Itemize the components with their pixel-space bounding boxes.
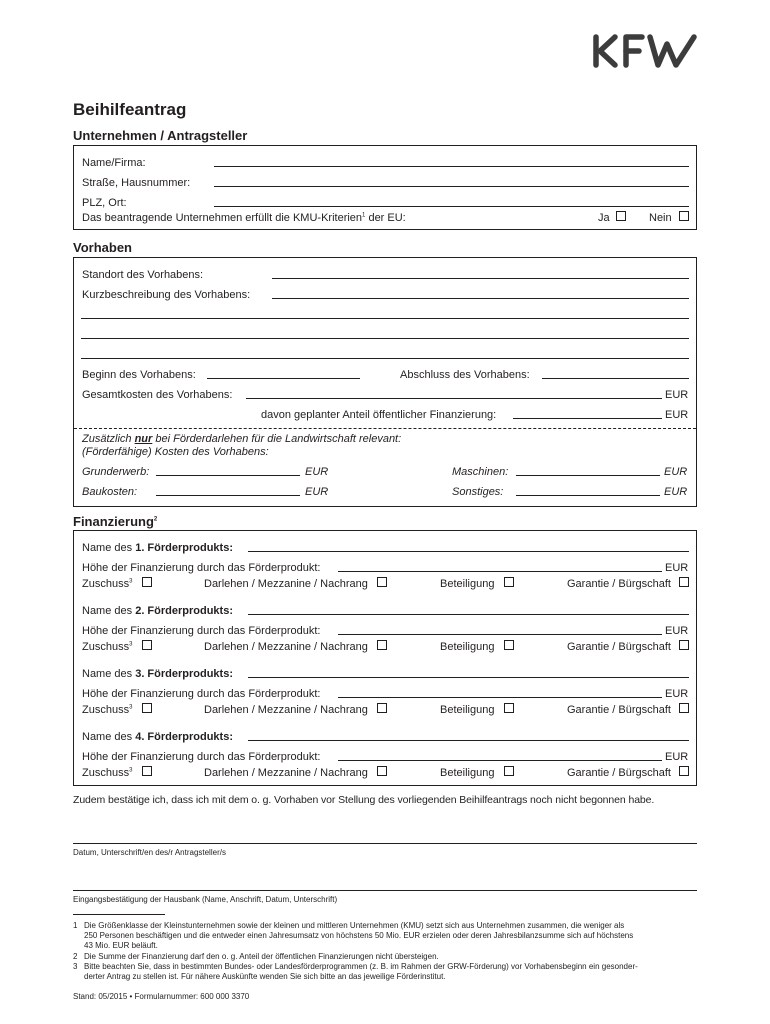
section-heading-project: Vorhaben	[73, 240, 132, 255]
description-line-3[interactable]	[81, 338, 689, 339]
kmu-no-label: Nein	[649, 212, 672, 224]
product-4-name-label: Name des 4. Förderprodukts:	[82, 731, 233, 743]
kfw-logo	[592, 34, 698, 68]
end-label: Abschluss des Vorhabens:	[400, 369, 530, 381]
total-currency: EUR	[665, 389, 689, 401]
description-line-4[interactable]	[81, 358, 689, 359]
agri-note: Zusätzlich nur bei Förderdarlehen für die Landwirtschaft relevant:	[82, 433, 402, 445]
form-footer: Stand: 05/2015 • Formularnummer: 600 000 3370	[73, 992, 250, 1001]
name-label: Name/Firma:	[82, 157, 146, 169]
product-4-grant-label: Zuschuss$^3$	[82, 767, 133, 779]
footnote-3-line-1: Bitte beachten Sie, dass in bestimmten Bundes- oder Landesförderprogrammen (z. B. im Rahmen der GRW-Förderung) vor Vorhabensbeginn ein gesonder-	[84, 962, 638, 971]
product-2-grant-checkbox[interactable]	[142, 640, 152, 650]
construction-currency: EUR	[305, 486, 329, 498]
product-1-loan-checkbox[interactable]	[377, 577, 387, 587]
product-4-loan-checkbox[interactable]	[377, 766, 387, 776]
product-1-amount-label: Höhe der Finanzierung durch das Förderprodukt:	[82, 562, 321, 574]
footnote-1-line-1: Die Größenklasse der Kleinstunternehmen sowie der kleinen und mittleren Unternehmen (KMU) setzt sich aus Unternehmen zusammen, die weniger als	[84, 921, 625, 930]
start-field[interactable]	[207, 378, 360, 379]
product-4-amount-label: Höhe der Finanzierung durch das Förderprodukt:	[82, 751, 321, 763]
product-3-guarantee-checkbox[interactable]	[679, 703, 689, 713]
product-1-name-label: Name des 1. Förderprodukts:	[82, 542, 233, 554]
product-1-name-field[interactable]	[248, 551, 689, 552]
product-2-equity-checkbox[interactable]	[504, 640, 514, 650]
product-2-amount-field[interactable]	[338, 634, 662, 635]
product-3-equity-label: Beteiligung	[440, 704, 495, 716]
location-label: Standort des Vorhabens:	[82, 269, 204, 281]
product-1-equity-checkbox[interactable]	[504, 577, 514, 587]
street-label: Straße, Hausnummer:	[82, 177, 191, 189]
product-3-grant-label: Zuschuss$^3$	[82, 704, 133, 716]
product-3-grant-checkbox[interactable]	[142, 703, 152, 713]
section-heading-financing: Finanzierung$^2$	[73, 514, 158, 529]
product-2-grant-label: Zuschuss$^3$	[82, 641, 133, 653]
signature-line[interactable]	[73, 843, 697, 844]
signature-label: Datum, Unterschrift/en des/r Antragsteller/s	[73, 848, 226, 857]
footnote-1-number: 1	[73, 921, 78, 930]
construction-label: Baukosten:	[82, 486, 138, 498]
kmu-yes-checkbox[interactable]	[616, 211, 626, 221]
applicant-box	[73, 145, 697, 230]
machines-label: Maschinen:	[452, 466, 509, 478]
product-3-amount-field[interactable]	[338, 697, 662, 698]
land-label: Grunderwerb:	[82, 466, 150, 478]
product-2-loan-label: Darlehen / Mezzanine / Nachrang	[204, 641, 368, 653]
other-field[interactable]	[516, 495, 660, 496]
product-4-loan-label: Darlehen / Mezzanine / Nachrang	[204, 767, 368, 779]
bank-confirmation-line[interactable]	[73, 890, 697, 891]
product-1-loan-label: Darlehen / Mezzanine / Nachrang	[204, 578, 368, 590]
description-field[interactable]	[272, 298, 689, 299]
footnote-3-number: 3	[73, 962, 78, 971]
city-label: PLZ, Ort:	[82, 197, 127, 209]
product-3-amount-label: Höhe der Finanzierung durch das Förderprodukt:	[82, 688, 321, 700]
machines-currency: EUR	[664, 466, 688, 478]
kmu-yes-label: Ja	[598, 212, 610, 224]
kmu-question: Das beantragende Unternehmen erfüllt die KMU-Kriterien$^1$ der EU:	[82, 212, 406, 224]
location-field[interactable]	[272, 278, 689, 279]
confirmation-text: Zudem bestätige ich, dass ich mit dem o. g. Vorhaben vor Stellung des vorliegenden Beihilfeantrags noch nicht begonnen habe.	[73, 794, 655, 806]
financing-box	[73, 530, 697, 786]
product-2-name-field[interactable]	[248, 614, 689, 615]
product-3-name-field[interactable]	[248, 677, 689, 678]
other-label: Sonstiges:	[452, 486, 504, 498]
name-field[interactable]	[214, 166, 689, 167]
other-currency: EUR	[664, 486, 688, 498]
product-3-loan-checkbox[interactable]	[377, 703, 387, 713]
product-2-name-label: Name des 2. Förderprodukts:	[82, 605, 233, 617]
description-line-2[interactable]	[81, 318, 689, 319]
product-4-currency: EUR	[665, 751, 689, 763]
start-label: Beginn des Vorhabens:	[82, 369, 196, 381]
product-1-equity-label: Beteiligung	[440, 578, 495, 590]
land-currency: EUR	[305, 466, 329, 478]
section-heading-applicant: Unternehmen / Antragsteller	[73, 128, 248, 143]
construction-field[interactable]	[156, 495, 300, 496]
dashed-divider	[74, 428, 696, 429]
product-4-grant-checkbox[interactable]	[142, 766, 152, 776]
product-4-guarantee-checkbox[interactable]	[679, 766, 689, 776]
footnote-separator	[73, 914, 165, 915]
kmu-no-checkbox[interactable]	[679, 211, 689, 221]
footnote-1-line-2: 250 Personen beschäftigen und die entweder einen Jahresumsatz von höchstens 50 Mio. EUR erzielen oder deren Jahresbilanzsumme sich auf höchstens	[84, 931, 634, 940]
product-1-currency: EUR	[665, 562, 689, 574]
bank-confirmation-label: Eingangsbestätigung der Hausbank (Name, Anschrift, Datum, Unterschrift)	[73, 895, 338, 904]
product-3-name-label: Name des 3. Förderprodukts:	[82, 668, 233, 680]
project-box	[73, 257, 697, 507]
agri-costs-label: (Förderfähige) Kosten des Vorhabens:	[82, 446, 269, 458]
product-1-grant-label: Zuschuss$^3$	[82, 578, 133, 590]
product-1-guarantee-label: Garantie / Bürgschaft	[567, 578, 671, 590]
public-share-label: davon geplanter Anteil öffentlicher Finanzierung:	[261, 409, 497, 421]
product-4-amount-field[interactable]	[338, 760, 662, 761]
product-1-amount-field[interactable]	[338, 571, 662, 572]
city-field[interactable]	[214, 206, 689, 207]
footnote-3-line-2: derter Antrag zu stellen ist. Für nähere Auskünfte wenden Sie sich bitte an das jeweilige Förderinstitut.	[84, 972, 446, 981]
product-2-equity-label: Beteiligung	[440, 641, 495, 653]
description-label: Kurzbeschreibung des Vorhabens:	[82, 289, 251, 301]
street-field[interactable]	[214, 186, 689, 187]
product-3-loan-label: Darlehen / Mezzanine / Nachrang	[204, 704, 368, 716]
total-field[interactable]	[246, 398, 662, 399]
footnote-2-line-1: Die Summe der Finanzierung darf den o. g. Anteil der öffentlichen Finanzierungen nicht übersteigen.	[84, 952, 439, 961]
page-title: Beihilfeantrag	[73, 100, 187, 119]
end-field[interactable]	[542, 378, 689, 379]
product-4-name-field[interactable]	[248, 740, 689, 741]
product-2-guarantee-label: Garantie / Bürgschaft	[567, 641, 671, 653]
product-3-equity-checkbox[interactable]	[504, 703, 514, 713]
product-4-equity-label: Beteiligung	[440, 767, 495, 779]
product-4-guarantee-label: Garantie / Bürgschaft	[567, 767, 671, 779]
total-label: Gesamtkosten des Vorhabens:	[82, 389, 233, 401]
machines-field[interactable]	[516, 475, 660, 476]
product-3-currency: EUR	[665, 688, 689, 700]
product-2-amount-label: Höhe der Finanzierung durch das Förderprodukt:	[82, 625, 321, 637]
product-2-loan-checkbox[interactable]	[377, 640, 387, 650]
land-field[interactable]	[156, 475, 300, 476]
product-1-grant-checkbox[interactable]	[142, 577, 152, 587]
product-1-guarantee-checkbox[interactable]	[679, 577, 689, 587]
product-2-currency: EUR	[665, 625, 689, 637]
footnote-2-number: 2	[73, 952, 78, 961]
public-share-field[interactable]	[513, 418, 662, 419]
product-3-guarantee-label: Garantie / Bürgschaft	[567, 704, 671, 716]
public-share-currency: EUR	[665, 409, 689, 421]
product-2-guarantee-checkbox[interactable]	[679, 640, 689, 650]
product-4-equity-checkbox[interactable]	[504, 766, 514, 776]
footnote-1-line-3: 43 Mio. EUR beläuft.	[84, 941, 158, 950]
